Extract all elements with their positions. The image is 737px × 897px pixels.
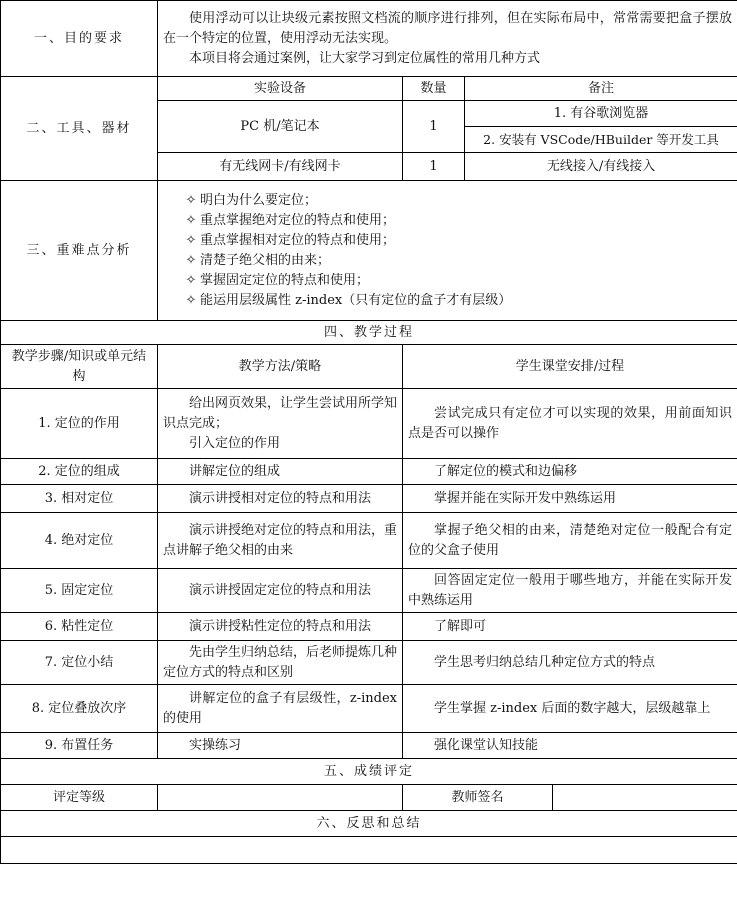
process-row	[1, 733, 737, 759]
reflection-body	[1, 837, 737, 864]
process-student: 掌握子绝父相的由来，清楚绝对定位一般配合有定位的父盒子使用	[403, 513, 737, 569]
process-row	[1, 389, 737, 459]
top-table	[0, 0, 737, 321]
key-points-label: 三、重难点分析	[1, 181, 158, 321]
tools-note-1b: 2. 安装有 VSCode/HBuilder 等开发工具	[465, 127, 737, 153]
tools-note-1a: 1. 有谷歌浏览器	[465, 101, 737, 127]
process-title: 四、教学过程	[1, 321, 737, 345]
objectives-line-2: 本项目将会通过案例，让大家学习到定位属性的常用几种方式	[189, 50, 541, 66]
process-table	[0, 320, 737, 759]
diamond-bullet-icon: ✧	[185, 252, 197, 268]
tools-note-2: 无线接入/有线接入	[465, 153, 737, 181]
process-method: 先由学生归纳总结，后老师提炼几种定位方式的特点和区别	[158, 641, 403, 685]
objectives-row	[1, 1, 737, 77]
process-student: 了解定位的模式和边偏移	[403, 459, 737, 485]
signature-value	[553, 785, 737, 811]
process-header-step: 教学步骤/知识或单元结构	[1, 345, 158, 389]
process-step: 4. 绝对定位	[1, 513, 158, 569]
process-row	[1, 459, 737, 485]
diamond-bullet-icon: ✧	[185, 212, 197, 228]
process-row	[1, 613, 737, 641]
process-step: 6. 粘性定位	[1, 613, 158, 641]
objectives-label: 一、目的要求	[1, 1, 158, 77]
diamond-bullet-icon: ✧	[185, 272, 197, 288]
process-method: 讲解定位的盒子有层级性，z-index 的使用	[158, 685, 403, 733]
tools-header-device: 实验设备	[158, 77, 403, 101]
grade-label: 评定等级	[1, 785, 158, 811]
diamond-bullet-icon: ✧	[185, 232, 197, 248]
evaluation-row	[1, 785, 737, 811]
signature-label: 教师签名	[403, 785, 553, 811]
tools-qty-2: 1	[403, 153, 465, 181]
process-header-method: 教学方法/策略	[158, 345, 403, 389]
tools-header-row	[1, 77, 737, 101]
process-method: 讲解定位的组成	[158, 459, 403, 485]
key-point-item: ✧ 明白为什么要定位；	[182, 191, 732, 211]
process-method: 给出网页效果，让学生尝试用所学知识点完成； 引入定位的作用	[158, 389, 403, 459]
process-row	[1, 569, 737, 613]
process-student: 了解即可	[403, 613, 737, 641]
key-points-row	[1, 181, 737, 321]
process-header-student: 学生课堂安排/过程	[403, 345, 737, 389]
key-point-item: ✧ 能运用层级属性 z-index（只有定位的盒子才有层级）	[182, 291, 732, 311]
reflection-title: 六、反思和总结	[1, 811, 737, 837]
process-student: 回答固定定位一般用于哪些地方，并能在实际开发中熟练运用	[403, 569, 737, 613]
process-step: 9. 布置任务	[1, 733, 158, 759]
tools-qty-1: 1	[403, 101, 465, 153]
process-student: 掌握并能在实际开发中熟练运用	[403, 485, 737, 513]
key-point-item: ✧ 掌握固定定位的特点和使用；	[182, 271, 732, 291]
tools-header-qty: 数量	[403, 77, 465, 101]
process-title-row	[1, 321, 737, 345]
diamond-bullet-icon: ✧	[185, 292, 197, 308]
process-student: 尝试完成只有定位才可以实现的效果，用前面知识点是否可以操作	[403, 389, 737, 459]
reflection-title-row	[1, 811, 737, 837]
process-student: 学生思考归纳总结几种定位方式的特点	[403, 641, 737, 685]
process-step: 8. 定位叠放次序	[1, 685, 158, 733]
process-row	[1, 685, 737, 733]
evaluation-table	[0, 758, 737, 864]
key-point-item: ✧ 重点掌握绝对定位的特点和使用；	[182, 211, 732, 231]
process-step: 5. 固定定位	[1, 569, 158, 613]
key-point-item: ✧ 清楚子绝父相的由来；	[182, 251, 732, 271]
process-row	[1, 641, 737, 685]
objectives-line-1: 使用浮动可以让块级元素按照文档流的顺序进行排列，但在实际布局中，常常需要把盒子摆放在一个特定的位置，使用浮动无法实现。	[163, 10, 733, 46]
process-student: 强化课堂认知技能	[403, 733, 737, 759]
tools-device-1: PC 机/笔记本	[158, 101, 403, 153]
tools-label: 二、工具、器材	[1, 77, 158, 181]
process-row	[1, 485, 737, 513]
process-step: 3. 相对定位	[1, 485, 158, 513]
evaluation-title-row	[1, 759, 737, 785]
reflection-body-row	[1, 837, 737, 864]
grade-value	[158, 785, 403, 811]
process-method: 演示讲授相对定位的特点和用法	[158, 485, 403, 513]
tools-header-notes: 备注	[465, 77, 737, 101]
process-method: 演示讲授粘性定位的特点和用法	[158, 613, 403, 641]
key-points-list	[158, 181, 737, 321]
objectives-content	[158, 1, 737, 77]
process-student: 学生掌握 z-index 后面的数字越大，层级越靠上	[403, 685, 737, 733]
process-method: 实操练习	[158, 733, 403, 759]
process-row	[1, 513, 737, 569]
tools-device-2: 有无线网卡/有线网卡	[158, 153, 403, 181]
diamond-bullet-icon: ✧	[185, 192, 197, 208]
process-step: 7. 定位小结	[1, 641, 158, 685]
process-method: 演示讲授绝对定位的特点和用法，重点讲解子绝父相的由来	[158, 513, 403, 569]
process-step: 2. 定位的组成	[1, 459, 158, 485]
evaluation-title: 五、成绩评定	[1, 759, 737, 785]
process-step: 1. 定位的作用	[1, 389, 158, 459]
process-method: 演示讲授固定定位的特点和用法	[158, 569, 403, 613]
process-header-row	[1, 345, 737, 389]
key-point-item: ✧ 重点掌握相对定位的特点和使用；	[182, 231, 732, 251]
